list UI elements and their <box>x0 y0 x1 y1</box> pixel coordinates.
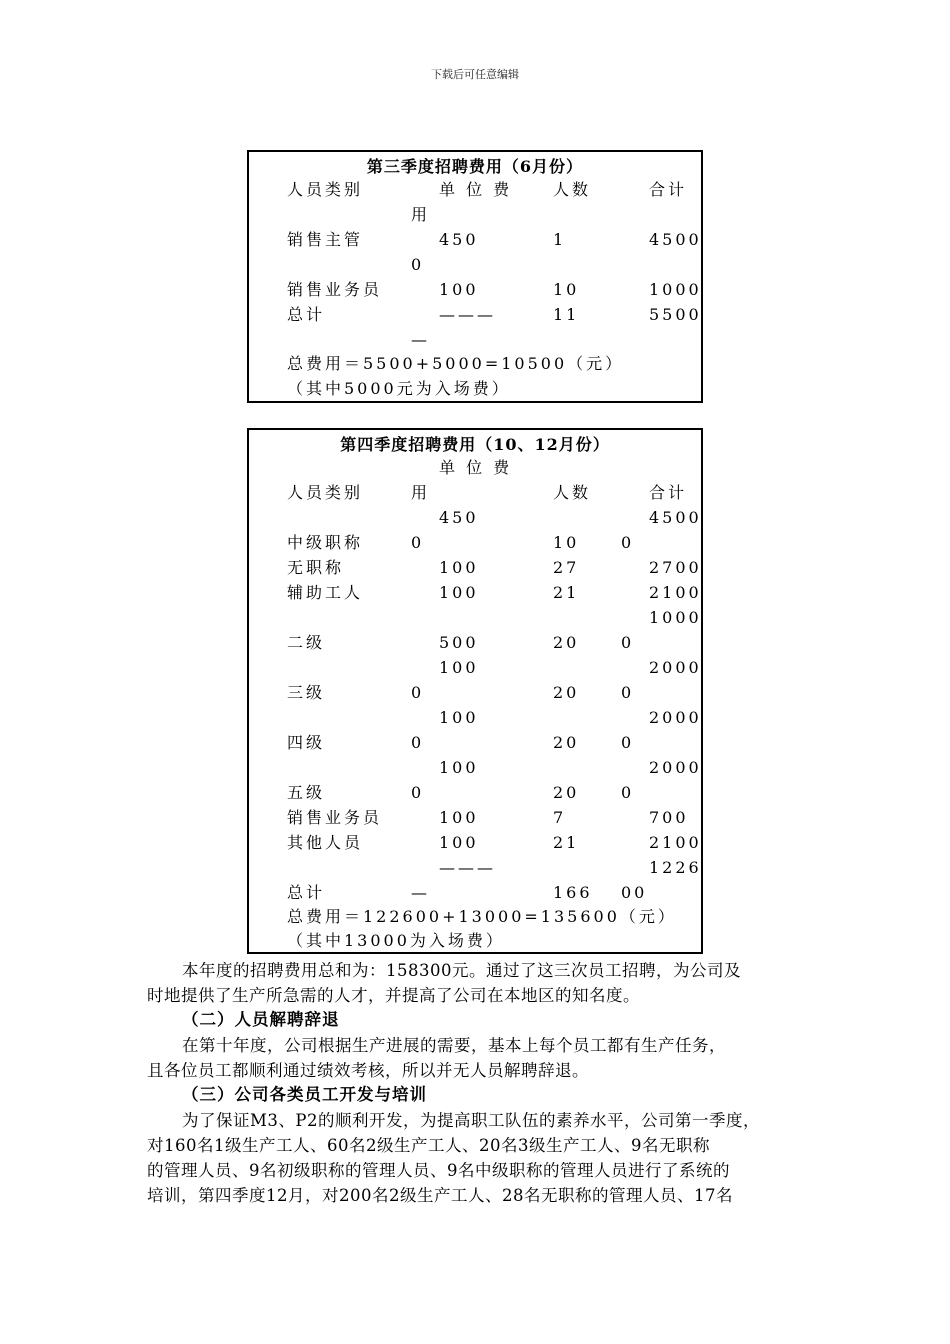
row-name: 四级 <box>287 733 326 752</box>
row-unit-cost: 100 <box>439 833 479 852</box>
row-total: 5500 <box>649 305 702 324</box>
row-name: 总计 <box>287 883 326 902</box>
row-unit-cost-cont: 0 <box>411 683 425 702</box>
row-unit-cost-cont: — <box>411 883 430 902</box>
col-header-count: 人数 <box>553 483 592 502</box>
row-unit-cost: 100 <box>439 708 479 727</box>
row-total: 2000 <box>649 708 702 727</box>
row-total-cont: 00 <box>621 883 648 902</box>
paragraph-line: 且各位员工都顺利通过绩效考核，所以并无人员解聘辞退。 <box>147 1061 589 1080</box>
row-count: 21 <box>553 833 580 852</box>
row-name: 销售业务员 <box>287 280 383 299</box>
row-total-cont: 0 <box>621 683 635 702</box>
col-header-category: 人员类别 <box>287 180 364 199</box>
row-name: 五级 <box>287 783 326 802</box>
row-count: 20 <box>553 733 580 752</box>
col-header-count: 人数 <box>553 180 592 199</box>
page-header: 下载后可任意编辑 <box>431 68 519 81</box>
row-count: 27 <box>553 558 580 577</box>
row-unit-cost: 100 <box>439 280 479 299</box>
section-heading: （三）公司各类员工开发与培训 <box>182 1085 427 1104</box>
row-unit-cost: 100 <box>439 658 479 677</box>
row-count: 21 <box>553 583 580 602</box>
col-header-unit-cost: 单 位 费 <box>439 180 513 199</box>
row-unit-cost: 450 <box>439 508 479 527</box>
paragraph-line: 对160名1级生产工人、60名2级生产工人、20名3级生产工人、9名无职称 <box>147 1136 710 1155</box>
col-header-category: 人员类别 <box>287 483 364 502</box>
row-unit-cost-cont: 0 <box>411 783 425 802</box>
row-count: 20 <box>553 783 580 802</box>
paragraph-line: 在第十年度，公司根据生产进展的需要，基本上每个员工都有生产任务， <box>182 1036 726 1055</box>
row-total: 2000 <box>649 758 702 777</box>
row-unit-cost: 100 <box>439 583 479 602</box>
row-name: 无职称 <box>287 558 345 577</box>
paragraph-line: 的管理人员、9名初级职称的管理人员、9名中级职称的管理人员进行了系统的 <box>147 1161 730 1180</box>
row-unit-cost: 450 <box>439 230 479 249</box>
row-count: 7 <box>553 808 567 827</box>
row-total: 2100 <box>649 833 702 852</box>
row-count: 166 <box>553 883 593 902</box>
q3-recruitment-cost-table <box>247 150 703 403</box>
col-header-unit-cost-cont: 用 <box>411 483 431 502</box>
row-total: 2000 <box>649 658 702 677</box>
paragraph-line: 为了保证M3、P2的顺利开发，为提高职工队伍的素养水平，公司第一季度， <box>182 1111 760 1130</box>
row-name: 销售业务员 <box>287 808 383 827</box>
paragraph-line: 时地提供了生产所急需的人才，并提高了公司在本地区的知名度。 <box>147 986 640 1005</box>
row-total-cont: 0 <box>621 633 635 652</box>
paragraph-line: 本年度的招聘费用总和为：158300元。通过了这三次员工招聘，为公司及 <box>182 961 741 980</box>
row-unit-cost-cont: 0 <box>411 733 425 752</box>
col-header-total: 合计 <box>649 483 688 502</box>
row-count: 20 <box>553 683 580 702</box>
row-unit-cost: 100 <box>439 558 479 577</box>
row-count: 11 <box>553 305 580 324</box>
row-total: 4500 <box>649 508 702 527</box>
row-total: 1226 <box>649 858 702 877</box>
row-name: 二级 <box>287 633 326 652</box>
row-name: 中级职称 <box>287 533 364 552</box>
table-note: （其中5000元为入场费） <box>287 379 511 398</box>
row-total-cont: 0 <box>621 783 635 802</box>
col-header-total: 合计 <box>649 180 688 199</box>
row-count: 10 <box>553 280 580 299</box>
row-unit-cost: ——— <box>439 305 496 324</box>
row-total: 2100 <box>649 583 702 602</box>
row-total: 4500 <box>649 230 702 249</box>
row-name: 总计 <box>287 305 326 324</box>
row-total-cont: 0 <box>621 733 635 752</box>
table-note: （其中13000为入场费） <box>287 931 505 950</box>
row-total: 2700 <box>649 558 702 577</box>
table-title: 第三季度招聘费用（6月份） <box>366 157 584 176</box>
row-total-cont: 0 <box>621 533 635 552</box>
row-unit-cost-cont: 0 <box>411 255 425 274</box>
row-total: 1000 <box>649 280 702 299</box>
table-title: 第四季度招聘费用（10、12月份） <box>340 435 610 454</box>
q4-recruitment-cost-table <box>247 428 703 954</box>
row-total: 1000 <box>649 608 702 627</box>
row-name: 销售主管 <box>287 230 364 249</box>
row-count: 1 <box>553 230 567 249</box>
row-total: 700 <box>649 808 689 827</box>
col-header-unit-cost: 单 位 费 <box>439 458 513 477</box>
table-sum: 总费用＝5500+5000=10500（元） <box>287 354 625 373</box>
section-heading: （二）人员解聘辞退 <box>182 1010 340 1029</box>
row-unit-cost-cont: — <box>411 330 430 349</box>
row-unit-cost: 100 <box>439 808 479 827</box>
row-unit-cost: 100 <box>439 758 479 777</box>
table-sum: 总费用＝122600+13000=135600（元） <box>287 907 677 926</box>
row-name: 三级 <box>287 683 326 702</box>
row-name: 其他人员 <box>287 833 364 852</box>
row-count: 10 <box>553 533 580 552</box>
row-unit-cost-cont: 0 <box>411 533 425 552</box>
row-unit-cost: ——— <box>439 858 496 877</box>
row-name: 辅助工人 <box>287 583 364 602</box>
row-count: 20 <box>553 633 580 652</box>
col-header-unit-cost-cont: 用 <box>411 205 431 224</box>
paragraph-line: 培训，第四季度12月，对200名2级生产工人、28名无职称的管理人员、17名 <box>147 1186 733 1205</box>
row-unit-cost: 500 <box>439 633 479 652</box>
